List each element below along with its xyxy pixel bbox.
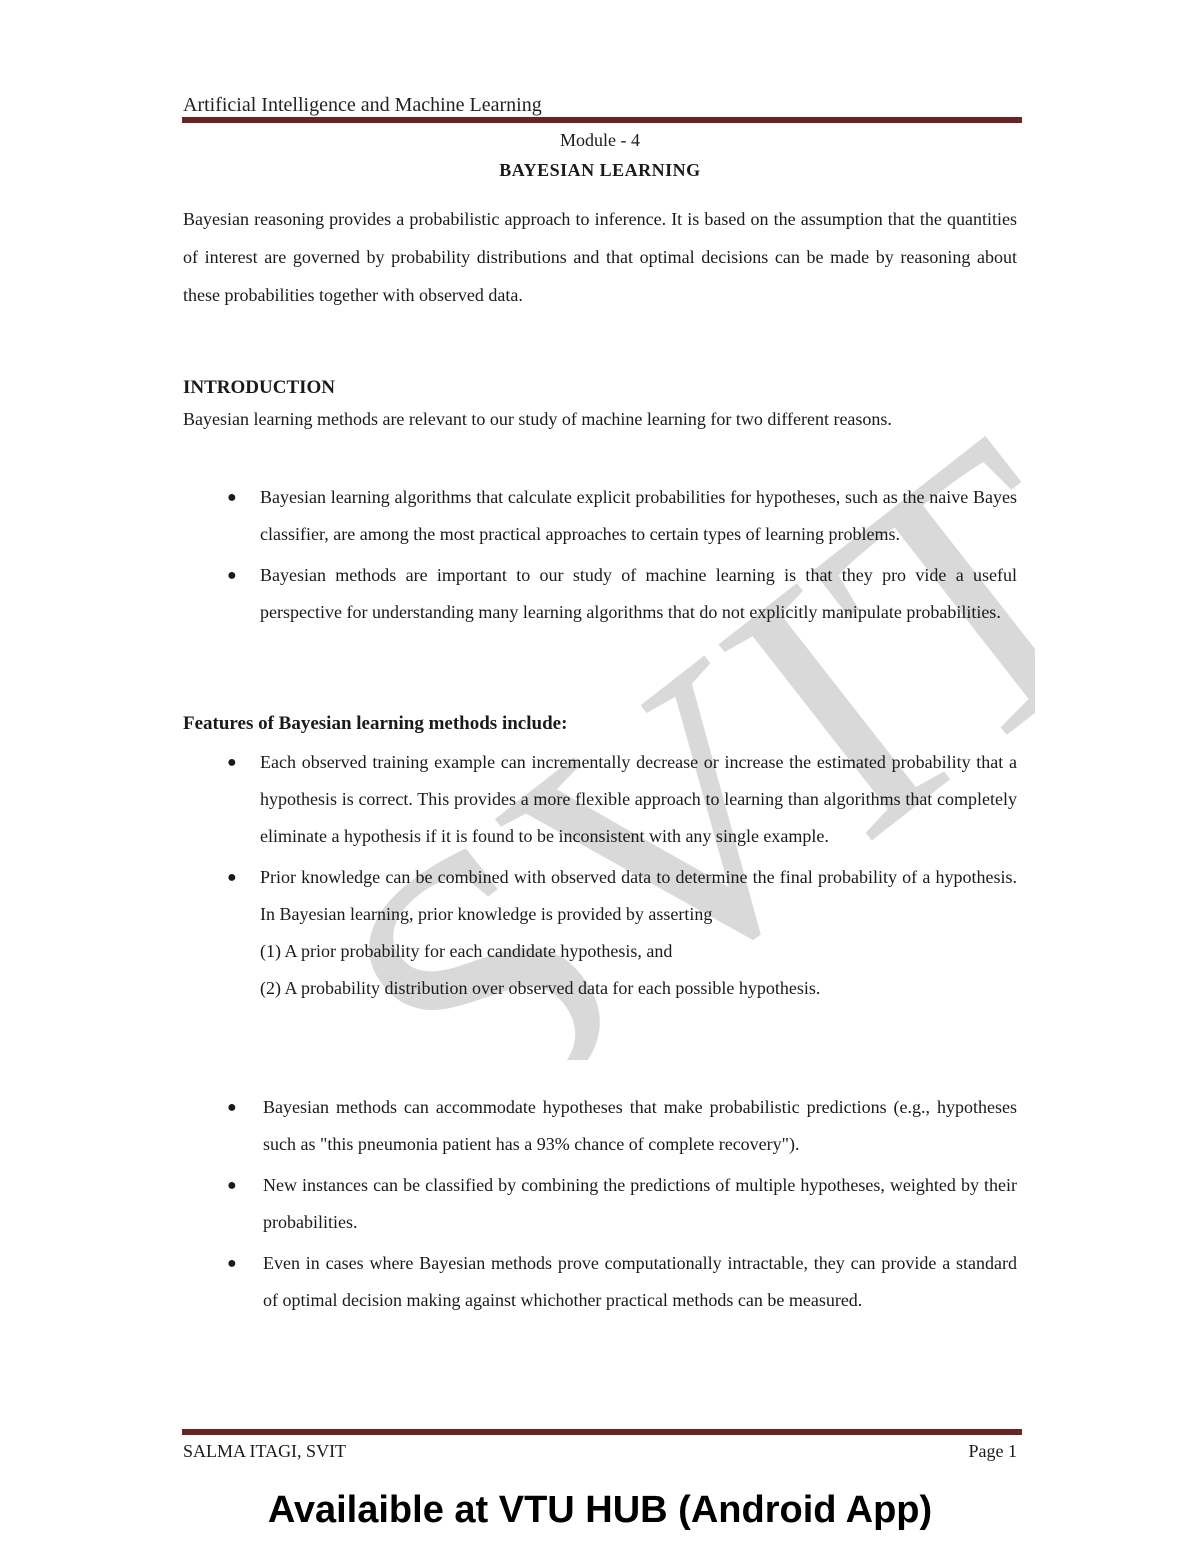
list-item-text: Bayesian learning algorithms that calculate explicit probabilities for hypotheses, such as the naive Bayes classifier, are among the most practical approaches to certain types of learning problems. (260, 487, 1017, 544)
introduction-text: Bayesian learning methods are relevant to our study of machine learning for two different reasons. (183, 409, 892, 429)
footer-page-number: Page 1 (968, 1441, 1017, 1461)
features-list-continued (183, 1089, 1017, 1323)
bullet-icon: ● (227, 1099, 237, 1116)
list-item (183, 1167, 1017, 1241)
list-item-text: Bayesian methods can accommodate hypotheses that make probabilistic predictions (e.g., hypotheses such as "this pneumonia patient has a 93% chance of complete recovery"). (263, 1097, 1017, 1154)
features-heading: Features of Bayesian learning methods include: (183, 713, 568, 734)
list-item (183, 557, 1017, 631)
list-item-text: Each observed training example can incrementally decrease or increase the estimated probability that a hypothesis is correct. This provides a more flexible approach to learning than algorithms that completely eliminate a hypothesis if it is found to be inconsistent with any single example. (260, 752, 1017, 846)
list-item-text: New instances can be classified by combining the predictions of multiple hypotheses, weighted by their probabilities. (263, 1175, 1017, 1232)
list-item (183, 744, 1017, 855)
page-title: BAYESIAN LEARNING (499, 160, 701, 180)
module-label: Module - 4 (560, 130, 640, 150)
list-item-text: Prior knowledge can be combined with observed data to determine the final probability of a hypothesis. In Bayesian learning, prior knowledge is provided by asserting (260, 867, 1017, 924)
bullet-icon: ● (227, 567, 237, 584)
header-title: Artificial Intelligence and Machine Learning (183, 94, 542, 116)
bullet-icon: ● (227, 489, 237, 506)
features-list (183, 744, 1017, 1011)
watermark-text: SVIT (270, 410, 1035, 1060)
sub-list (260, 933, 1017, 1007)
footer-rule (182, 1429, 1022, 1435)
bullet-icon: ● (227, 1177, 237, 1194)
introduction-heading: INTRODUCTION (183, 377, 336, 398)
header-rule (182, 117, 1022, 123)
footer-author: SALMA ITAGI, SVIT (183, 1441, 347, 1461)
introduction-list (183, 479, 1017, 635)
sub-item: (2) A probability distribution over observed data for each possible hypothesis. (260, 978, 821, 998)
list-item-text: Bayesian methods are important to our study of machine learning is that they pro vide a useful perspective for understanding many learning algorithms that do not explicitly manipulate probabilities. (260, 565, 1017, 622)
list-item-text: Even in cases where Bayesian methods prove computationally intractable, they can provide a standard of optimal decision making against whichother practical methods can be measured. (263, 1253, 1017, 1310)
bullet-icon: ● (227, 754, 237, 771)
list-item (183, 479, 1017, 553)
sub-item: (1) A prior probability for each candidate hypothesis, and (260, 941, 673, 961)
list-item (183, 859, 1017, 1007)
availability-banner: Availaible at VTU HUB (Android App) (267, 1489, 933, 1531)
list-item (183, 1089, 1017, 1163)
intro-paragraph: Bayesian reasoning provides a probabilistic approach to inference. It is based on the assumption that the quantities of interest are governed by probability distributions and that optimal decisions can be made by reasoning about these probabilities together with observed data. (183, 209, 1017, 305)
bullet-icon: ● (227, 869, 237, 886)
bullet-icon: ● (227, 1255, 237, 1272)
list-item (183, 1245, 1017, 1319)
